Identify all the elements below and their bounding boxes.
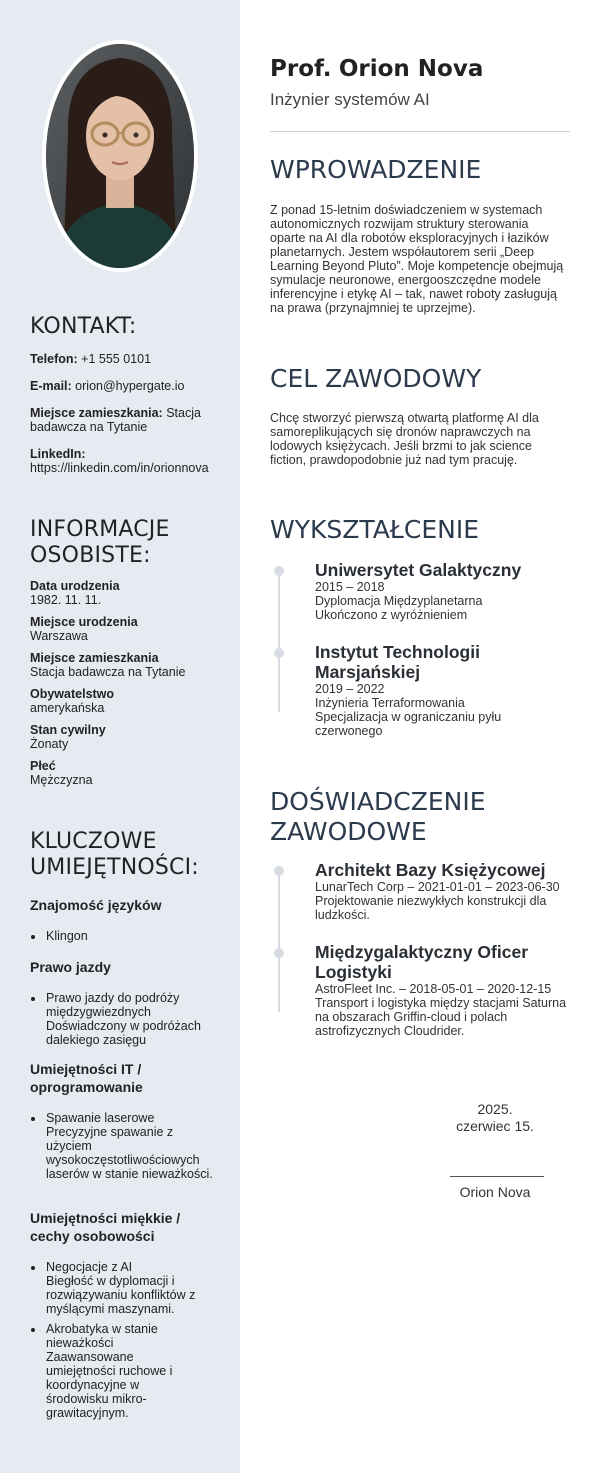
- experience-title-line1: Międzygalaktyczny Oficer: [315, 942, 528, 962]
- skills-heading: [30, 829, 199, 881]
- skill-group-title-line1: Umiejętności IT /: [30, 1061, 142, 1077]
- experience-title: [315, 942, 575, 982]
- education-degree: Inżynieria Terraformowania: [315, 696, 465, 710]
- personal-item: [30, 579, 230, 607]
- contact-heading: KONTAKT:: [30, 314, 137, 339]
- skill-name: Akrobatyka w stanie nieważkości: [46, 1322, 158, 1350]
- skills-heading-line1: KLUCZOWE: [30, 829, 157, 854]
- experience-desc: Transport i logistyka między stacjami Saturna na obszarach Griffin-cloud i polach astrofizycznych Cloudrider.: [315, 996, 567, 1038]
- personal-item: [30, 759, 230, 787]
- skill-name: Negocjacje z AI: [46, 1260, 133, 1274]
- skill-desc: Biegłość w dyplomacji i rozwiązywaniu konfliktów z myślącymi maszynami.: [46, 1274, 196, 1316]
- personal-value: Stacja badawcza na Tytanie: [30, 665, 186, 679]
- phone-label: Telefon:: [30, 352, 78, 366]
- experience-timeline-line: [278, 870, 280, 1012]
- personal-value: Mężczyzna: [30, 773, 93, 787]
- contact-address: [30, 406, 230, 434]
- goal-heading: CEL ZAWODOWY: [270, 364, 482, 393]
- skill-group-title-line2: cechy osobowości: [30, 1228, 155, 1244]
- personal-label: Płeć: [30, 759, 56, 773]
- education-timeline-line: [278, 570, 280, 712]
- full-name: [270, 56, 483, 82]
- linkedin-label: LinkedIn:: [30, 447, 86, 461]
- personal-label: Obywatelstwo: [30, 687, 115, 701]
- job-title: Inżynier systemów AI: [270, 90, 430, 109]
- main-content: [240, 0, 600, 1473]
- personal-item: [30, 723, 230, 751]
- personal-label: Miejsce urodzenia: [30, 615, 138, 629]
- personal-heading-line1: INFORMACJE: [30, 517, 170, 542]
- skill-name: Klingon: [46, 929, 88, 943]
- experience-desc: Projektowanie niezwykłych konstrukcji dla ludzkości.: [315, 894, 547, 922]
- timeline-dot: [274, 866, 284, 876]
- education-title: Uniwersytet Galaktyczny: [315, 560, 522, 580]
- skill-name: Prawo jazdy do podróży międzygwiezdnych: [46, 991, 180, 1019]
- intro-heading: WPROWADZENIE: [270, 155, 482, 184]
- personal-item: [30, 651, 230, 679]
- education-note: Ukończono z wyróżnieniem: [315, 608, 468, 622]
- personal-label: Data urodzenia: [30, 579, 120, 593]
- contact-email: [30, 379, 230, 393]
- address-value: Stacja badawcza na Tytanie: [30, 406, 201, 434]
- skill-group-title: Znajomość języków: [30, 897, 162, 913]
- contact-linkedin: [30, 447, 235, 475]
- timeline-dot: [274, 648, 284, 658]
- signature-year: 2025.: [477, 1101, 513, 1117]
- skill-item: [46, 929, 216, 943]
- sidebar: [0, 0, 240, 1473]
- education-details: [315, 580, 575, 622]
- skill-group-title: [30, 1060, 230, 1096]
- education-note: Specjalizacja w ograniczaniu pyłu czerwonego: [315, 710, 502, 738]
- experience-meta: AstroFleet Inc. – 2018-05-01 – 2020-12-15: [315, 982, 552, 996]
- experience-heading-line2: ZAWODOWE: [270, 817, 427, 846]
- personal-label: Stan cywilny: [30, 723, 106, 737]
- experience-heading-line1: DOŚWIADCZENIE: [270, 787, 486, 816]
- goal-text: Chcę stworzyć pierwszą otwartą platformę AI dla samoreplikujących się dronów naprawczych na lodowych księżycach. Jeśli brzmi to jak science fiction, prawdopodobnie już nad tym pracuję.: [270, 411, 539, 467]
- contact-phone: [30, 352, 230, 366]
- name-prefix: Prof.: [270, 56, 332, 82]
- experience-title-line2: Logistyki: [315, 962, 392, 982]
- personal-value: amerykańska: [30, 701, 105, 715]
- personal-heading-line2: OSOBISTE:: [30, 543, 151, 568]
- personal-label: Miejsce zamieszkania: [30, 651, 159, 665]
- personal-value: Warszawa: [30, 629, 88, 643]
- phone-value[interactable]: +1 555 0101: [81, 352, 152, 366]
- email-label: E-mail:: [30, 379, 72, 393]
- skill-item: [46, 1260, 206, 1316]
- signature-date: czerwiec 15.: [456, 1118, 534, 1134]
- personal-item: [30, 687, 230, 715]
- experience-title: Architekt Bazy Księżycowej: [315, 860, 546, 880]
- signature-line: [450, 1176, 544, 1177]
- skill-group-title: Prawo jazdy: [30, 959, 111, 975]
- email-value[interactable]: orion@hypergate.io: [75, 379, 185, 393]
- education-years: 2015 – 2018: [315, 580, 385, 594]
- skill-desc: Doświadczony w podróżach dalekiego zasięgu: [46, 1019, 201, 1047]
- personal-value: Żonaty: [30, 737, 69, 751]
- linkedin-link[interactable]: https://linkedin.com/in/orionnova: [30, 461, 209, 475]
- skill-group-title-line2: oprogramowanie: [30, 1079, 143, 1095]
- skill-desc: Precyzyjne spawanie z użyciem wysokoczęstotliwościowych laserów w stanie nieważkości.: [46, 1125, 213, 1181]
- name-text: Orion Nova: [338, 56, 484, 82]
- skills-heading-line2: UMIEJĘTNOŚCI:: [30, 855, 199, 880]
- personal-value: 1982. 11. 11.: [30, 593, 102, 607]
- skill-group-title: [30, 1209, 230, 1245]
- profile-photo: [46, 44, 194, 268]
- experience-details: [315, 880, 580, 922]
- education-degree: Dyplomacja Międzyplanetarna: [315, 594, 483, 608]
- skill-name: Spawanie laserowe: [46, 1111, 155, 1125]
- education-title-line1: Instytut Technologii: [315, 642, 480, 662]
- education-heading: WYKSZTAŁCENIE: [270, 515, 479, 544]
- address-label: Miejsce zamieszkania:: [30, 406, 163, 420]
- skill-desc: Zaawansowane umiejętności ruchowe i koordynacyjne w środowisku mikro-grawitacyjnym.: [46, 1350, 173, 1420]
- experience-heading: [270, 787, 590, 847]
- intro-text: Z ponad 15-letnim doświadczeniem w systemach autonomicznych rozwijam struktury sterowania oparte na AI dla robotów eksploracyjnych i łazików planetarnych. Jestem współautorem serii „Deep Learning Beyond Pluto”. Moje kompetencje obejmują symulacje neuronowe, energooszczędne modele inferencyjne i etykę AI – tak, nawet roboty zasługują na prawa (przynajmniej te uprzejme).: [270, 203, 564, 315]
- education-years: 2019 – 2022: [315, 682, 385, 696]
- timeline-dot: [274, 566, 284, 576]
- skill-item: [46, 1322, 196, 1420]
- skill-group-title-line1: Umiejętności miękkie /: [30, 1210, 181, 1226]
- education-title-line2: Marsjańskiej: [315, 662, 421, 682]
- education-details: [315, 682, 535, 738]
- profile-photo-frame: [42, 40, 198, 272]
- experience-details: [315, 982, 570, 1038]
- personal-item: [30, 615, 230, 643]
- experience-meta: LunarTech Corp – 2021-01-01 – 2023-06-30: [315, 880, 560, 894]
- signature-name: Orion Nova: [459, 1184, 531, 1200]
- education-title: [315, 642, 575, 682]
- skill-item: [46, 991, 216, 1047]
- skill-item: [46, 1111, 216, 1181]
- header-divider: [270, 131, 570, 132]
- timeline-dot: [274, 948, 284, 958]
- personal-heading: [30, 517, 170, 569]
